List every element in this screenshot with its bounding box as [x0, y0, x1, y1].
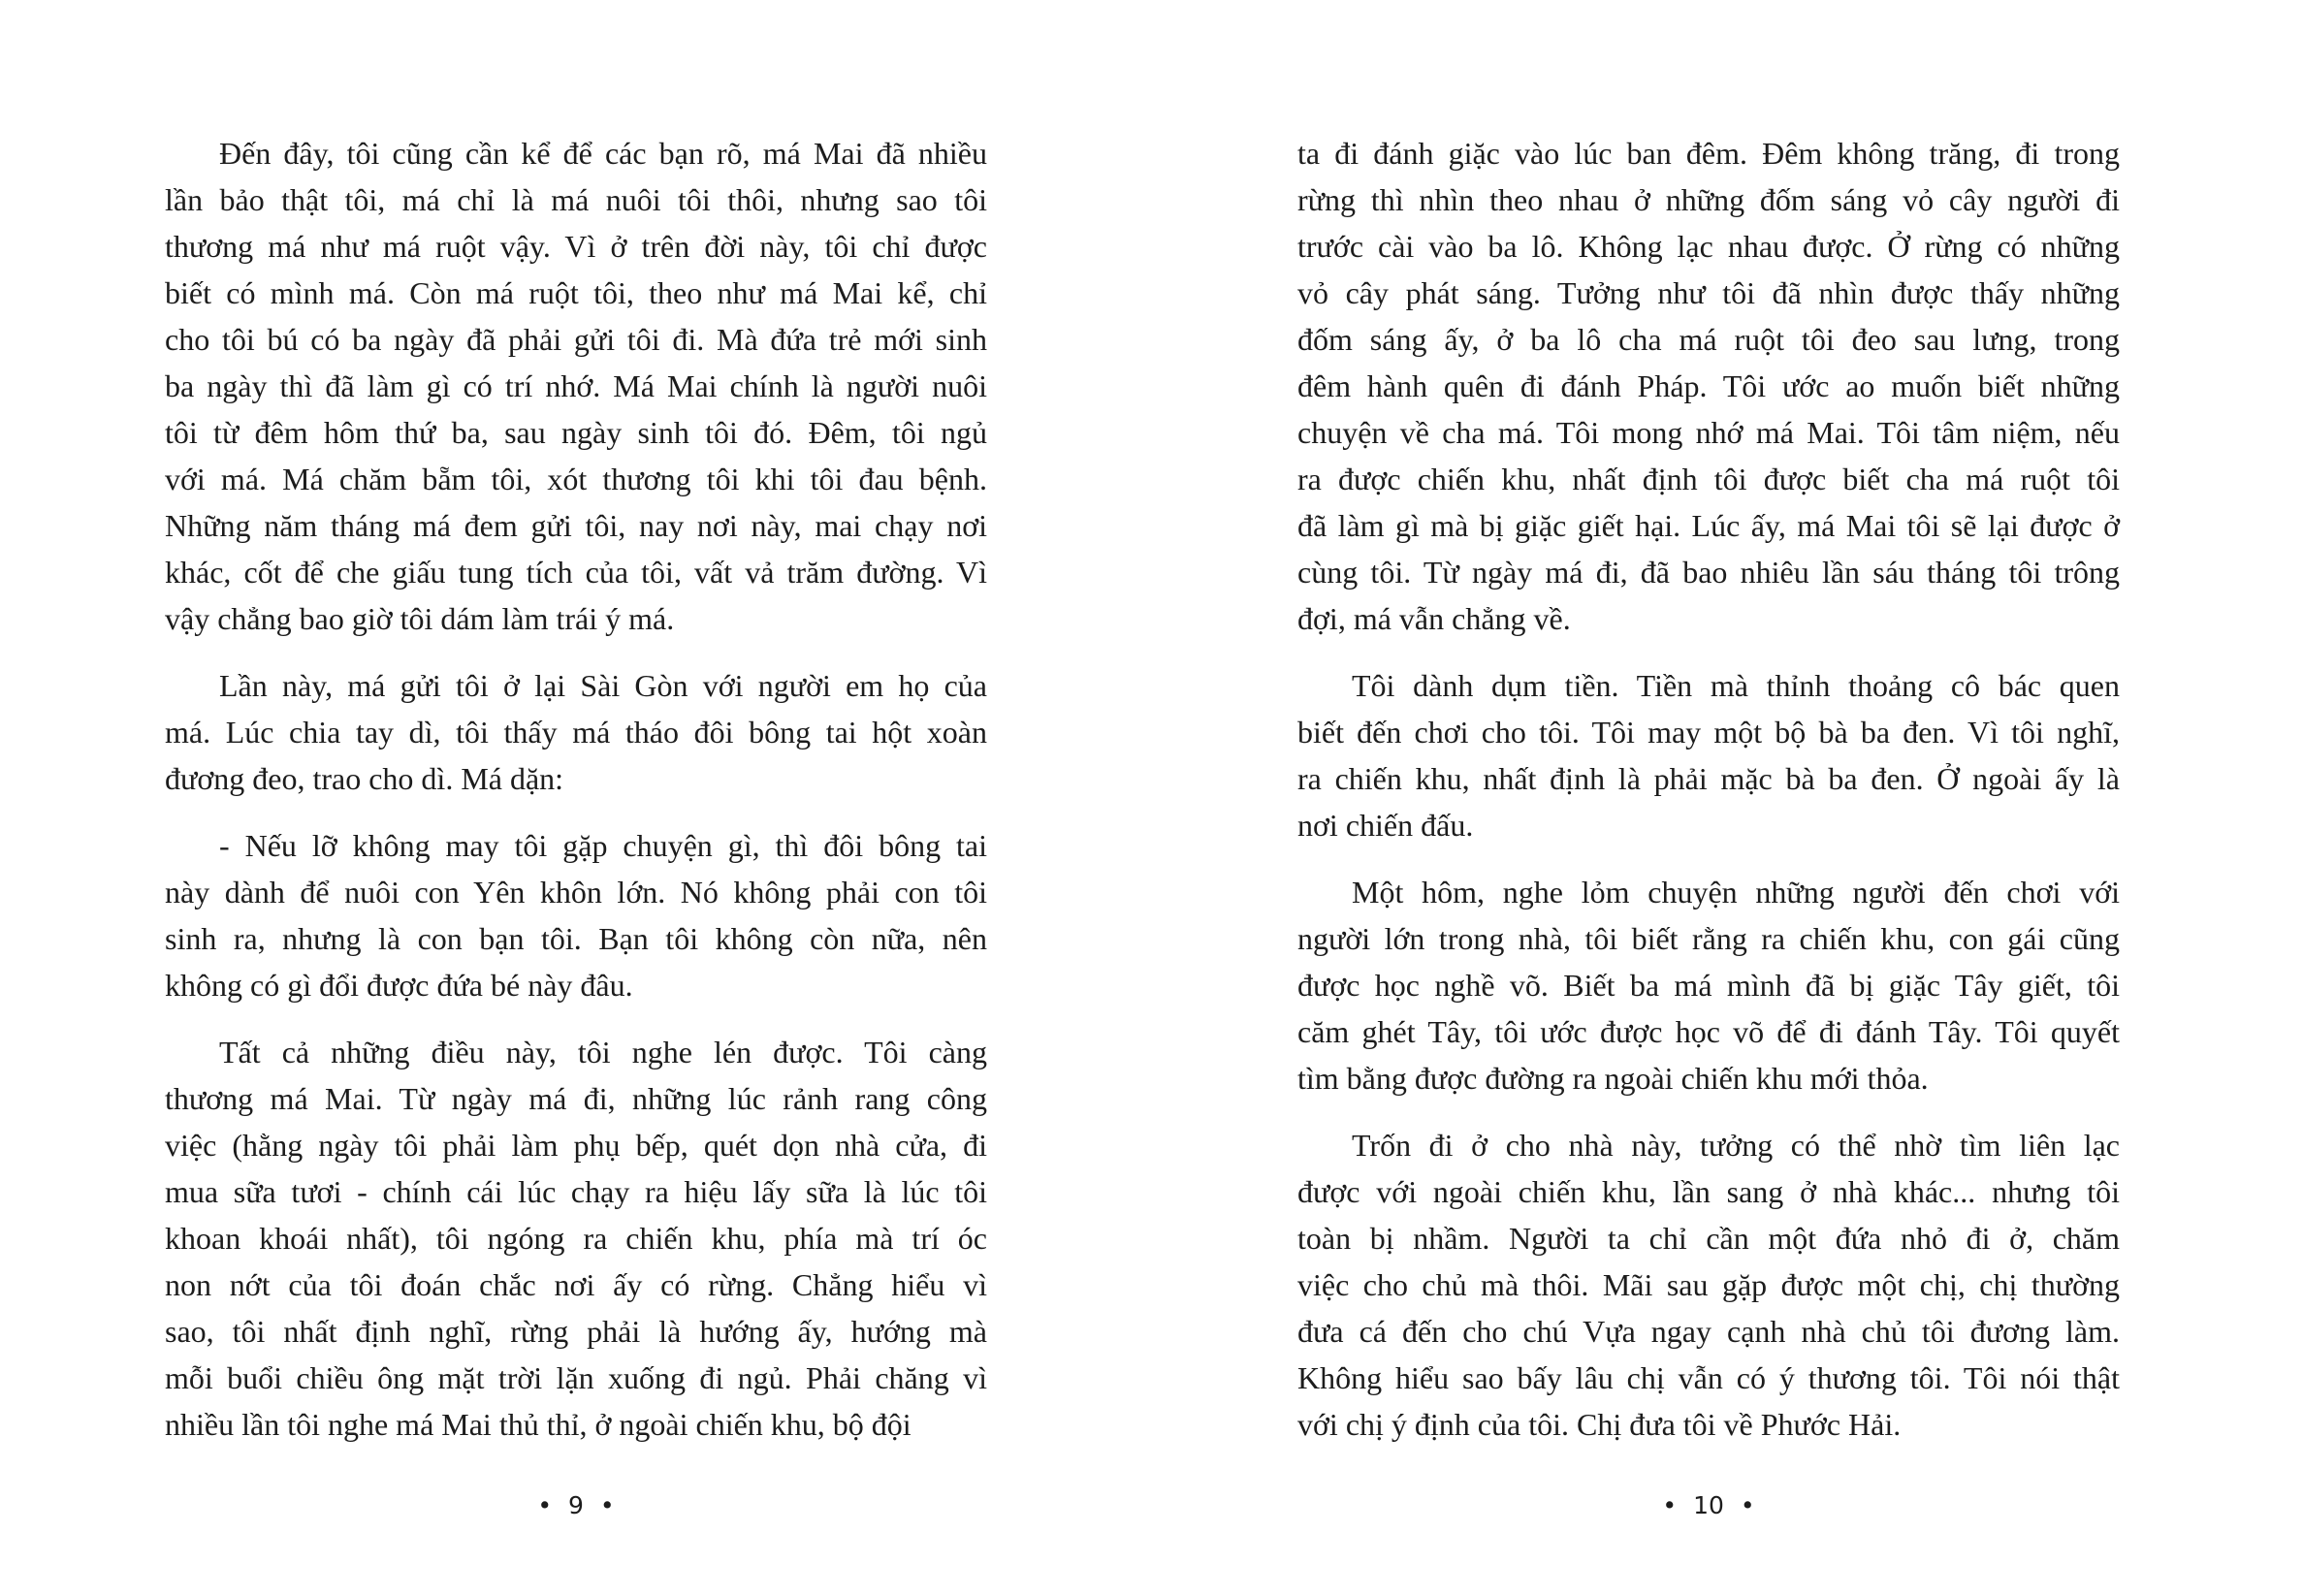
text-line: mua sữa tươi - chính cái lúc chạy ra hiệu lấy sữa là lúc tôi: [165, 1174, 987, 1209]
text-line: biết đến chơi cho tôi. Tôi may một bộ bà ba đen. Vì tôi nghĩ,: [1297, 715, 2120, 750]
text-line: Tất cả những điều này, tôi nghe lén được. Tôi càng: [219, 1035, 987, 1069]
text-line: thương má như má ruột vậy. Vì ở trên đời này, tôi chỉ được: [165, 229, 987, 264]
text-line: được với ngoài chiến khu, lần sang ở nhà khác... nhưng tôi: [1297, 1174, 2120, 1209]
text-line: biết có mình má. Còn má ruột tôi, theo như má Mai kể, chỉ: [165, 275, 987, 310]
text-line: sao, tôi nhất định nghĩ, rừng phải là hướng ấy, hướng mà: [165, 1314, 987, 1349]
paragraph: [1297, 1122, 2120, 1448]
paragraph: [165, 1029, 987, 1448]
text-line: Một hôm, nghe lỏm chuyện những người đến chơi với: [1352, 875, 2120, 910]
text-line: ra được chiến khu, nhất định tôi được biết cha má ruột tôi: [1297, 462, 2120, 496]
text-line: Đến đây, tôi cũng cần kể để các bạn rõ, má Mai đã nhiều: [219, 136, 987, 171]
text-line: nơi chiến đấu.: [1297, 808, 1474, 843]
text-line: khác, cốt để che giấu tung tích của tôi, vất vả trăm đường. Vì: [165, 555, 987, 590]
text-line: tìm bằng được đường ra ngoài chiến khu mới thỏa.: [1297, 1061, 1929, 1096]
text-line: vỏ cây phát sáng. Tưởng như tôi đã nhìn được thấy những: [1297, 275, 2120, 310]
text-line: tôi từ đêm hôm thứ ba, sau ngày sinh tôi đó. Đêm, tôi ngủ: [165, 415, 987, 450]
text-line: đã làm gì mà bị giặc giết hại. Lúc ấy, má Mai tôi sẽ lại được ở: [1297, 508, 2120, 543]
page-left-text: [165, 130, 987, 1448]
text-line: vậy chẳng bao giờ tôi dám làm trái ý má.: [165, 601, 675, 636]
paragraph: [165, 662, 987, 802]
text-line: non nớt của tôi đoán chắc nơi ấy có rừng. Chẳng hiểu vì: [165, 1267, 987, 1302]
text-line: Tôi dành dụm tiền. Tiền mà thỉnh thoảng cô bác quen: [1352, 668, 2120, 703]
text-line: mỗi buổi chiều ông mặt trời lặn xuống đi ngủ. Phải chăng vì: [165, 1360, 987, 1395]
text-line: sinh ra, nhưng là con bạn tôi. Bạn tôi không còn nữa, nên: [165, 921, 987, 956]
page-right-number: • 10 •: [1662, 1491, 1755, 1519]
text-line: Trốn đi ở cho nhà này, tưởng có thể nhờ tìm liên lạc: [1352, 1128, 2120, 1163]
paragraph: [165, 130, 987, 642]
text-line: không có gì đổi được đứa bé này đâu.: [165, 968, 633, 1003]
text-line: ta đi đánh giặc vào lúc ban đêm. Đêm không trăng, đi trong: [1297, 136, 2120, 171]
paragraph: [165, 822, 987, 1008]
text-line: lần bảo thật tôi, má chỉ là má nuôi tôi thôi, nhưng sao tôi: [165, 182, 987, 217]
text-line: được học nghề võ. Biết ba má mình đã bị giặc Tây giết, tôi: [1297, 968, 2120, 1003]
text-line: nhiều lần tôi nghe má Mai thủ thỉ, ở ngoài chiến khu, bộ đội: [165, 1407, 912, 1442]
text-line: này dành để nuôi con Yên khôn lớn. Nó không phải con tôi: [165, 875, 987, 910]
page-left-number: • 9 •: [537, 1491, 615, 1519]
text-line: đợi, má vẫn chẳng về.: [1297, 601, 1571, 636]
page-right-text: [1297, 130, 2120, 1448]
text-line: với má. Má chăm bẵm tôi, xót thương tôi khi tôi đau bệnh.: [165, 462, 987, 496]
text-line: toàn bị nhầm. Người ta chỉ cần một đứa nhỏ đi ở, chăm: [1297, 1221, 2120, 1256]
text-line: việc (hằng ngày tôi phải làm phụ bếp, quét dọn nhà cửa, đi: [165, 1128, 987, 1163]
text-line: khoan khoái nhất), tôi ngóng ra chiến khu, phía mà trí óc: [165, 1221, 987, 1256]
text-line: Không hiểu sao bấy lâu chị vẫn có ý thương tôi. Tôi nói thật: [1297, 1360, 2120, 1395]
paragraph: [1297, 869, 2120, 1101]
text-line: má. Lúc chia tay dì, tôi thấy má tháo đôi bông tai hột xoàn: [165, 715, 987, 750]
text-line: đốm sáng ấy, ở ba lô cha má ruột tôi đeo sau lưng, trong: [1297, 322, 2120, 357]
text-line: - Nếu lỡ không may tôi gặp chuyện gì, thì đôi bông tai: [219, 828, 987, 863]
text-line: trước cài vào ba lô. Không lạc nhau được. Ở rừng có những: [1297, 229, 2120, 264]
text-line: cùng tôi. Từ ngày má đi, đã bao nhiêu lần sáu tháng tôi trông: [1297, 555, 2120, 590]
paragraph: [1297, 130, 2120, 642]
text-line: với chị ý định của tôi. Chị đưa tôi về Phước Hải.: [1297, 1407, 1902, 1442]
text-line: cho tôi bú có ba ngày đã phải gửi tôi đi. Mà đứa trẻ mới sinh: [165, 322, 987, 357]
text-line: việc cho chủ mà thôi. Mãi sau gặp được một chị, chị thường: [1297, 1267, 2120, 1302]
text-line: Lần này, má gửi tôi ở lại Sài Gòn với người em họ của: [219, 668, 987, 703]
text-line: đưa cá đến cho chú Vựa ngay cạnh nhà chủ tôi đương làm.: [1297, 1314, 2120, 1349]
text-line: đêm hành quên đi đánh Pháp. Tôi ước ao muốn biết những: [1297, 368, 2120, 403]
text-line: ra chiến khu, nhất định là phải mặc bà ba đen. Ở ngoài ấy là: [1297, 761, 2120, 796]
text-line: ba ngày thì đã làm gì có trí nhớ. Má Mai chính là người nuôi: [165, 368, 987, 403]
text-line: đương đeo, trao cho dì. Má dặn:: [165, 761, 564, 796]
text-line: Những năm tháng má đem gửi tôi, nay nơi này, mai chạy nơi: [165, 508, 987, 543]
text-line: căm ghét Tây, tôi ước được học võ để đi đánh Tây. Tôi quyết: [1297, 1014, 2120, 1049]
paragraph: [1297, 662, 2120, 848]
text-line: chuyện về cha má. Tôi mong nhớ má Mai. Tôi tâm niệm, nếu: [1297, 415, 2120, 450]
text-line: người lớn trong nhà, tôi biết rằng ra chiến khu, con gái cũng: [1297, 921, 2120, 956]
text-line: rừng thì nhìn theo nhau ở những đốm sáng vỏ cây người đi: [1297, 182, 2120, 217]
text-line: thương má Mai. Từ ngày má đi, những lúc rảnh rang công: [165, 1081, 987, 1116]
